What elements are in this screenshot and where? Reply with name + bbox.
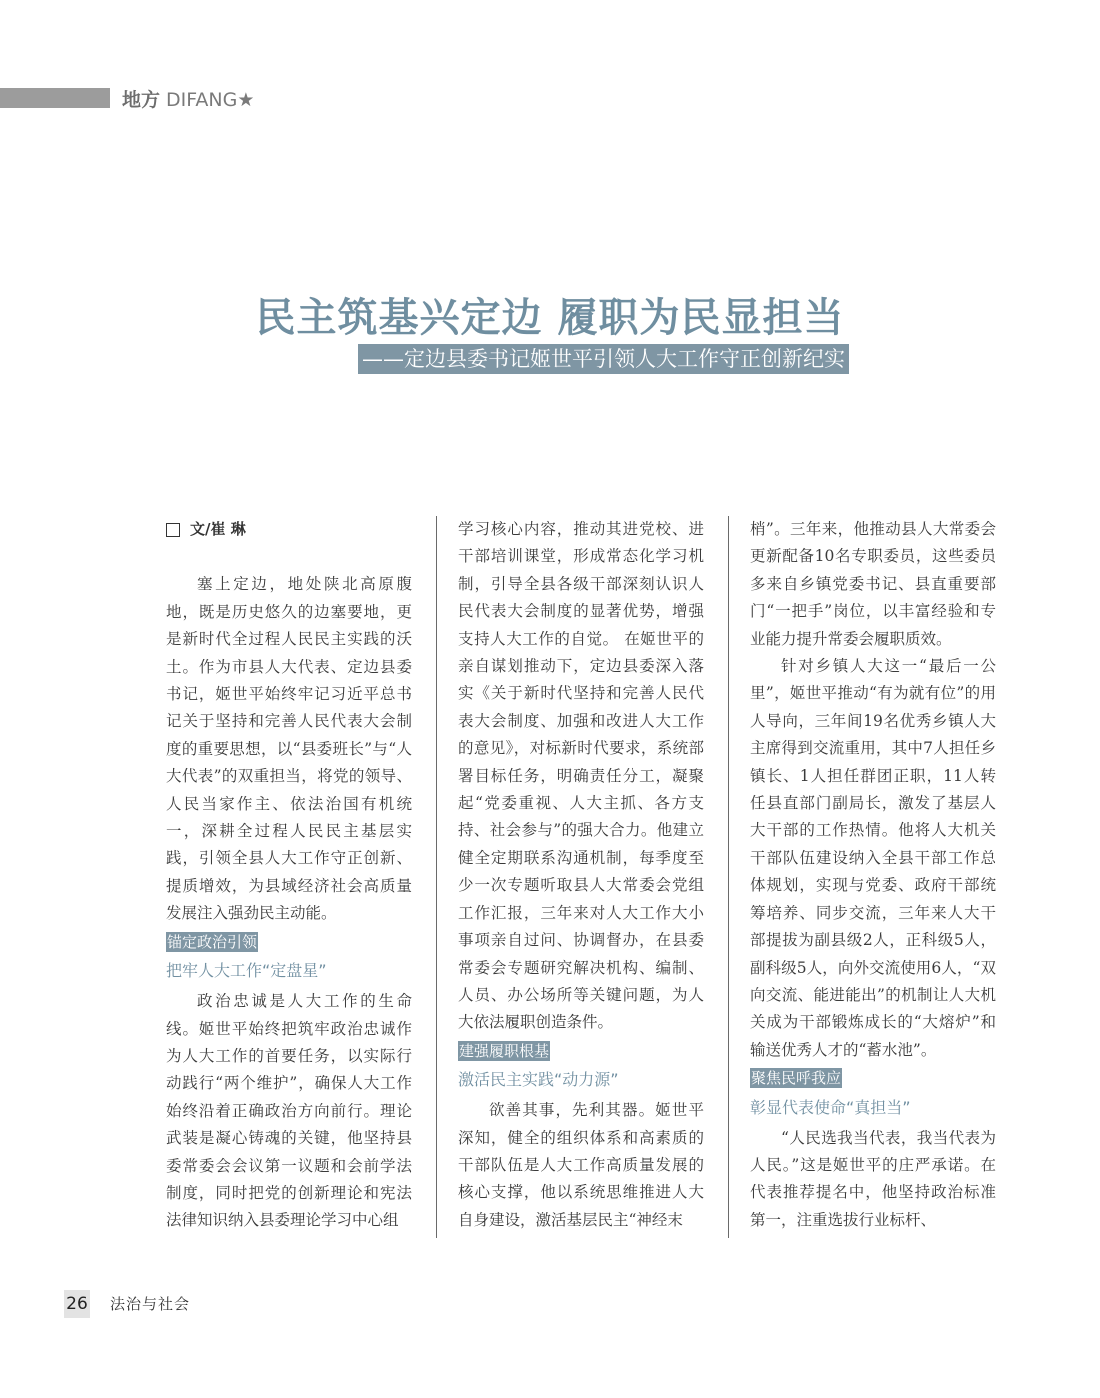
section-subheading: 彰显代表使命“真担当” — [750, 1097, 911, 1117]
author: 文/崔 琳 — [190, 520, 246, 538]
section-header-bar — [0, 88, 110, 108]
section-subheading: 把牢人大工作“定盘星” — [166, 961, 327, 981]
paragraph: 针对乡镇人大这一“最后一公里”，姬世平推动“有为就有位”的用人导向，三年间19名优秀乡镇人大主席得到交流重用，其中7人担任乡镇长、1人担任群团正职，11人转任县直部门副局长，激发了基层人大干部的工作热情。他将人大机关干部队伍建设纳入全县干部工作总体规划，实现与党委、政府干部统筹培养、同步交流，三年来人大干部提拔为副县级2人，正科级5人，副科级5人，向外交流使用6人，“双向交流、能进能出”的机制让人大机关成为干部锻炼成长的“大熔炉”和输送优秀人才的“蓄水池”。 — [750, 657, 996, 1059]
section-name-cn: 地方 — [122, 89, 161, 111]
publication-name: 法治与社会 — [110, 1295, 191, 1313]
paragraph: 欲善其事，先利其器。姬世平深知，健全的组织体系和高素质的干部队伍是人大工作高质量发展的核心支撑，他以系统思维推进人大自身建设，激活基层民主“神经末 — [458, 1101, 704, 1229]
page-number: 26 — [64, 1290, 90, 1318]
paragraph: 政治忠诚是人大工作的生命线。姬世平始终把筑牢政治忠诚作为人大工作的首要任务，以实际行动践行“两个维护”，确保人大工作始终沿着正确政治方向前行。理论武装是凝心铸魂的关键，他坚持县委常委会会议第一议题和会前学法制度，同时把党的创新理论和宪法法律知识纳入县委理论学习中心组 — [166, 992, 412, 1230]
article-column-3 — [750, 516, 996, 1234]
section-name-en: DIFANG★ — [166, 89, 255, 111]
section-header-label — [122, 85, 254, 112]
square-bullet-icon — [166, 523, 180, 537]
section-tag: 建强履职根基 — [459, 1041, 550, 1060]
paragraph: 梢”。三年来，他推动县人大常委会更新配备10名专职委员，这些委员多来自乡镇党委书记、县直重要部门“一把手”岗位，以丰富经验和专业能力提升常委会履职质效。 — [750, 520, 996, 648]
section-tag: 锚定政治引领 — [167, 932, 258, 951]
article-column-1 — [166, 516, 412, 1235]
article-title: 民主筑基兴定边 履职为民显担当 — [255, 295, 845, 341]
article-subtitle: ——定边县委书记姬世平引领人大工作守正创新纪实 — [358, 344, 849, 374]
byline — [166, 516, 412, 543]
paragraph: 学习核心内容，推动其进党校、进干部培训课堂，形成常态化学习机制，引导全县各级干部深刻认识人民代表大会制度的显著优势，增强支持人大工作的自觉。 在姬世平的亲自谋划推动下，定边县委深入落实《关于新时代坚持和完善人民代表大会制度、加强和改进人大工作的意见》，对标新时代要求，系统部署目标任务，明确责任分工，凝聚起“党委重视、人大主抓、各方支持、社会参与”的强大合力。他建立健全定期联系沟通机制，每季度至少一次专题听取县人大常委会党组工作汇报，三年来对人大工作大小事项亲自过问、协调督办，在县委常委会专题研究解决机构、编制、人员、办公场所等关键问题，为人大依法履职创造条件。 — [458, 520, 704, 1032]
paragraph: 塞上定边，地处陕北高原腹地，既是历史悠久的边塞要地，更是新时代全过程人民民主实践的沃土。作为市县人大代表、定边县委书记，姬世平始终牢记习近平总书记关于坚持和完善人民代表大会制度的重要思想，以“县委班长”与“人大代表”的双重担当，将党的领导、人民当家作主、依法治国有机统一，深耕全过程人民民主基层实践，引领全县人大工作守正创新、提质增效，为县域经济社会高质量发展注入强劲民主动能。 — [166, 575, 412, 923]
paragraph: “人民选我当代表，我当代表为人民。”这是姬世平的庄严承诺。在代表推荐提名中，他坚持政治标准第一，注重选拔行业标杆、 — [750, 1128, 996, 1229]
section-subheading: 激活民主实践“动力源” — [458, 1070, 619, 1090]
section-tag: 聚焦民呼我应 — [751, 1069, 842, 1088]
column-divider — [436, 516, 437, 1238]
column-divider — [728, 516, 729, 1238]
article-column-2 — [458, 516, 704, 1234]
